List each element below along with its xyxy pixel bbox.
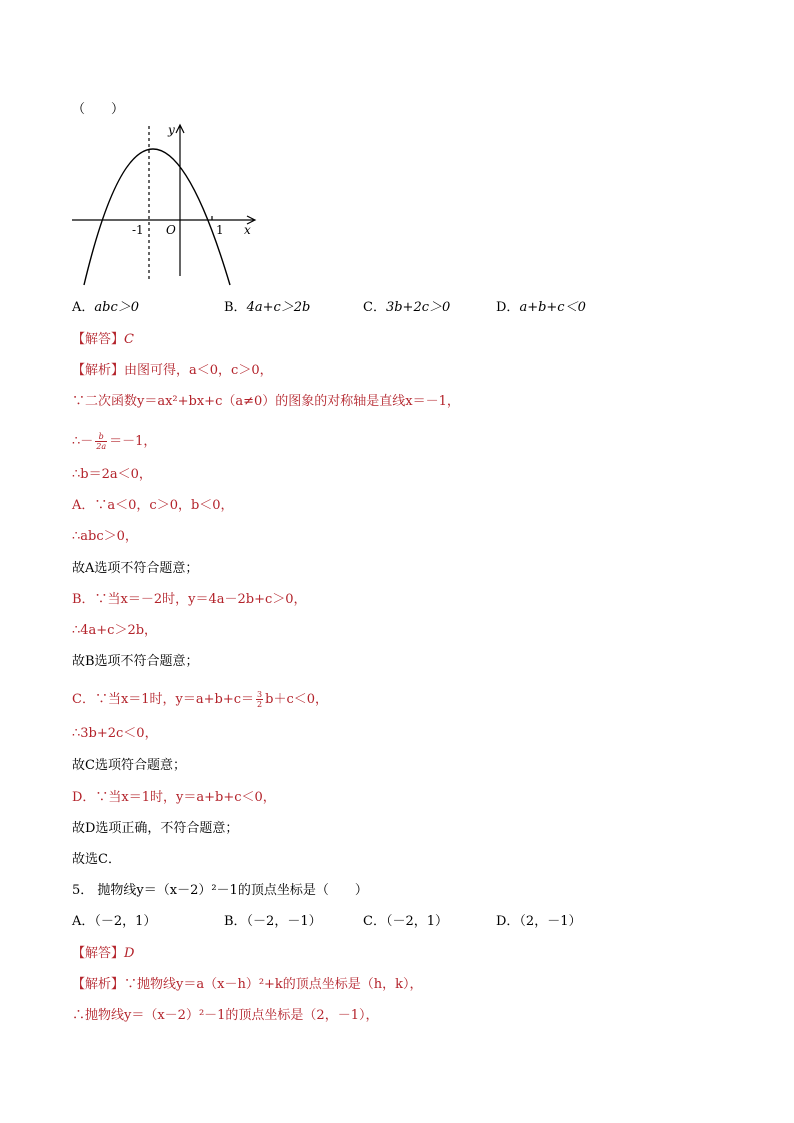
q5-analysis-line: ∴抛物线y＝（x－2）²－1的顶点坐标是（2，－1）， xyxy=(72,1008,379,1023)
q5-option-a: A．（－2，1） xyxy=(72,914,157,929)
analysis-tag: 【解析】 xyxy=(72,977,125,992)
q5-answer-line xyxy=(72,946,134,962)
analysis-line: C．∵当x＝1时，y＝a+b+c＝ $\frac{3}{2}$ b＋c＜0， xyxy=(72,690,329,709)
question-5: 5． 抛物线y＝（x－2）²－1的顶点坐标是（ ） xyxy=(72,883,368,898)
analysis-line: ∵二次函数y＝ax²+bx+c（a≠0）的图象的对称轴是直线x＝－1， xyxy=(72,394,460,409)
analysis-line: 故B选项不符合题意； xyxy=(72,654,199,669)
analysis-line: ∴b＝2a＜0， xyxy=(72,467,152,482)
analysis-line: ∴3b+2c＜0， xyxy=(72,726,158,741)
option-d: D．a+b+c＜0 xyxy=(496,300,586,315)
analysis-line: 故D选项正确，不符合题意； xyxy=(72,821,239,836)
question-paren: （ ） xyxy=(72,102,125,117)
analysis-tag: 【解析】 xyxy=(72,363,125,378)
option-c: C．3b+2c＞0 xyxy=(363,300,451,315)
analysis-line: ∴abc＞0， xyxy=(72,529,138,544)
q5-option-c: C．（－2，1） xyxy=(363,914,448,929)
answer-line xyxy=(72,332,134,348)
origin-label: O xyxy=(166,223,176,237)
q5-option-b: B．（－2，－1） xyxy=(224,914,322,929)
parabola-curve xyxy=(84,149,230,285)
option-b: B．4a+c＞2b xyxy=(224,300,311,315)
analysis-line: D．∵当x＝1时，y＝a+b+c＜0， xyxy=(72,790,276,805)
analysis-line: 故选C． xyxy=(72,852,121,867)
q5-option-d: D．（2，－1） xyxy=(496,914,582,929)
answer-tag: 【解答】 xyxy=(72,946,125,961)
analysis-line: 【解析】由图可得，a＜0，c＞0， xyxy=(72,363,273,378)
analysis-line: A．∵a＜0，c＞0，b＜0， xyxy=(72,498,234,513)
analysis-line: ∴4a+c＞2b， xyxy=(72,623,158,638)
q5-analysis-line: 【解析】∵抛物线y＝a（x－h）²+k的顶点坐标是（h，k）， xyxy=(72,977,423,992)
answer-value: C xyxy=(124,332,134,347)
analysis-line: ∴－ $\frac{b}{2a}$ ＝－1， xyxy=(72,432,157,451)
parabola-graph xyxy=(68,120,268,290)
fraction: $\frac{3}{2}$ xyxy=(257,690,263,709)
tick-label-neg: -1 xyxy=(132,223,144,237)
answer-value: D xyxy=(124,946,135,961)
analysis-line: 故A选项不符合题意； xyxy=(72,561,199,576)
analysis-line: 故C选项符合题意； xyxy=(72,758,186,773)
answer-tag: 【解答】 xyxy=(72,332,125,347)
option-a: A．abc＞0 xyxy=(72,300,140,315)
fraction: $\frac{b}{2a}$ xyxy=(96,432,107,451)
tick-label-pos: 1 xyxy=(216,223,224,237)
x-axis-label: x xyxy=(244,223,251,237)
analysis-line: B．∵当x＝－2时，y＝4a－2b+c＞0， xyxy=(72,592,307,607)
y-axis-label: y xyxy=(168,123,175,137)
